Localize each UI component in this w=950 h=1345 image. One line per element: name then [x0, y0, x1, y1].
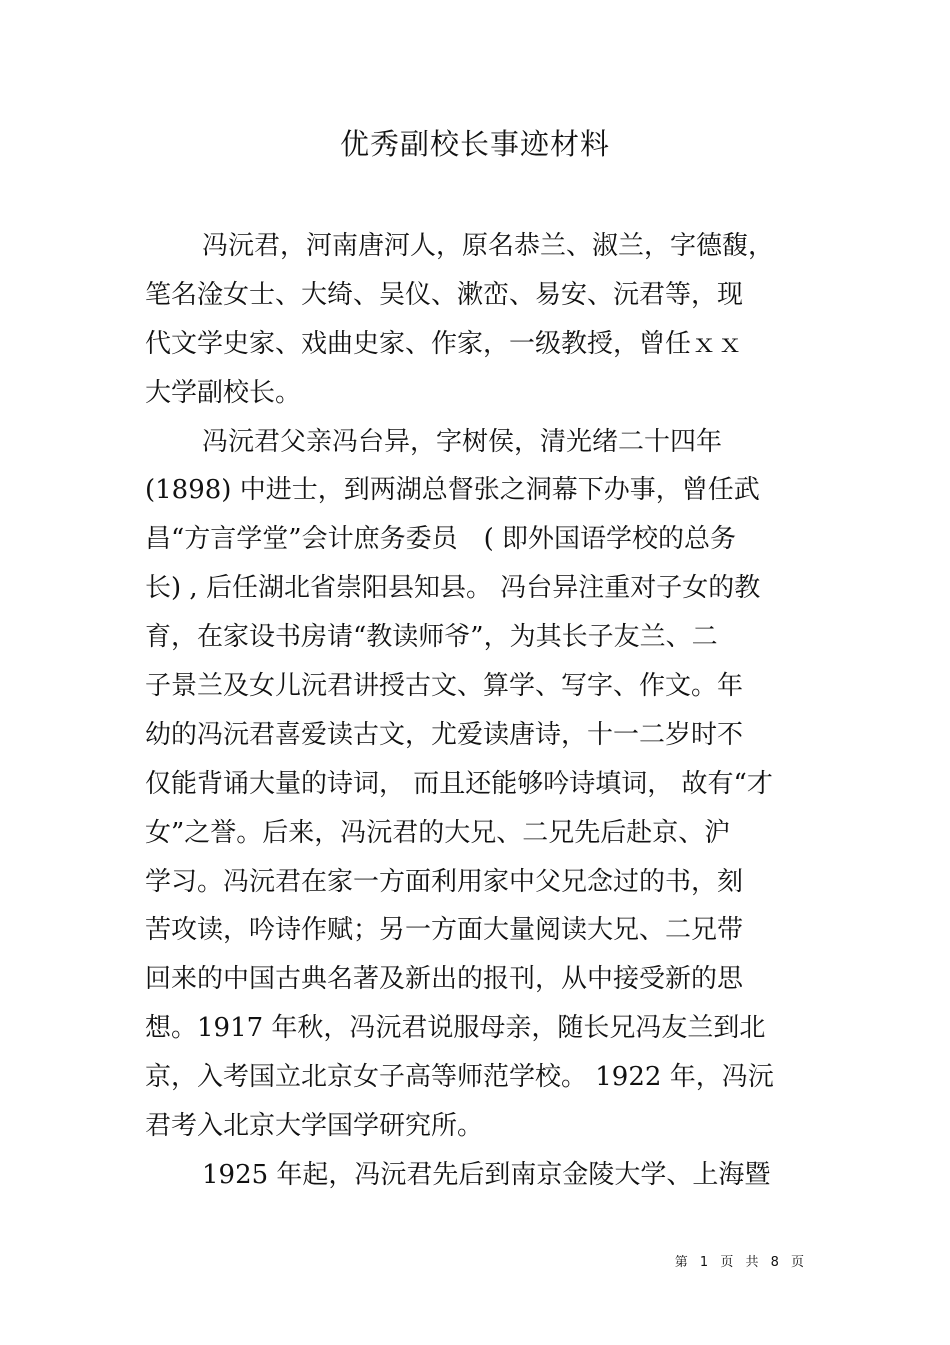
body-line: 仅能背诵大量的诗词， 而且还能够吟诗填词， 故有“才 — [145, 768, 773, 799]
body-line: 笔名淦女士、大绮、吴仪、漱峦、易安、沅君等，现 — [145, 279, 744, 310]
body-line: 君考入北京大学国学研究所。 — [145, 1111, 484, 1142]
body-line: 昌“方言学堂”会计庶务委员 ( 即外国语学校的总务 — [145, 524, 736, 555]
body-line: 大学副校长。 — [145, 377, 302, 408]
body-line: 回来的中国古典名著及新出的报刊，从中接受新的思 — [145, 964, 744, 995]
page-number-footer: 第 1 页 共 8 页 — [674, 1255, 808, 1270]
body-line: 学习。冯沅君在家一方面利用家中父兄念过的书，刻 — [145, 866, 744, 897]
body-line: 冯沅君父亲冯台异，字树侯，清光绪二十四年 — [202, 426, 723, 457]
body-line: 幼的冯沅君喜爱读古文，尤爱读唐诗，十一二岁时不 — [145, 719, 744, 750]
body-line: 女”之誉。后来，冯沅君的大兄、二兄先后赴京、沪 — [145, 817, 731, 848]
document-body — [145, 222, 825, 1200]
body-line: 育，在家设书房请“教读师爷”，为其长子友兰、二 — [145, 622, 718, 653]
body-line: 1925 年起，冯沅君先后到南京金陵大学、上海暨 — [202, 1159, 771, 1190]
body-line: 苦攻读，吟诗作赋；另一方面大量阅读大兄、二兄带 — [145, 915, 744, 946]
document-title: 优秀副校长事迹材料 — [339, 127, 610, 161]
body-line: 长) , 后任湖北省崇阳县知县。 冯台异注重对子女的教 — [145, 573, 761, 604]
body-line: 想。1917 年秋，冯沅君说服母亲，随长兄冯友兰到北 — [145, 1013, 766, 1044]
body-line: 子景兰及女儿沅君讲授古文、算学、写字、作文。年 — [145, 671, 744, 702]
body-line: 冯沅君，河南唐河人，原名恭兰、淑兰，字德馥， — [202, 231, 775, 261]
body-line: 代文学史家、戏曲史家、作家，一级教授，曾任ｘｘ — [145, 328, 744, 359]
body-line: 京，入考国立北京女子高等师范学校。 1922 年，冯沅 — [145, 1062, 774, 1093]
body-line: (1898) 中进士，到两湖总督张之洞幕下办事，曾任武 — [145, 475, 760, 506]
